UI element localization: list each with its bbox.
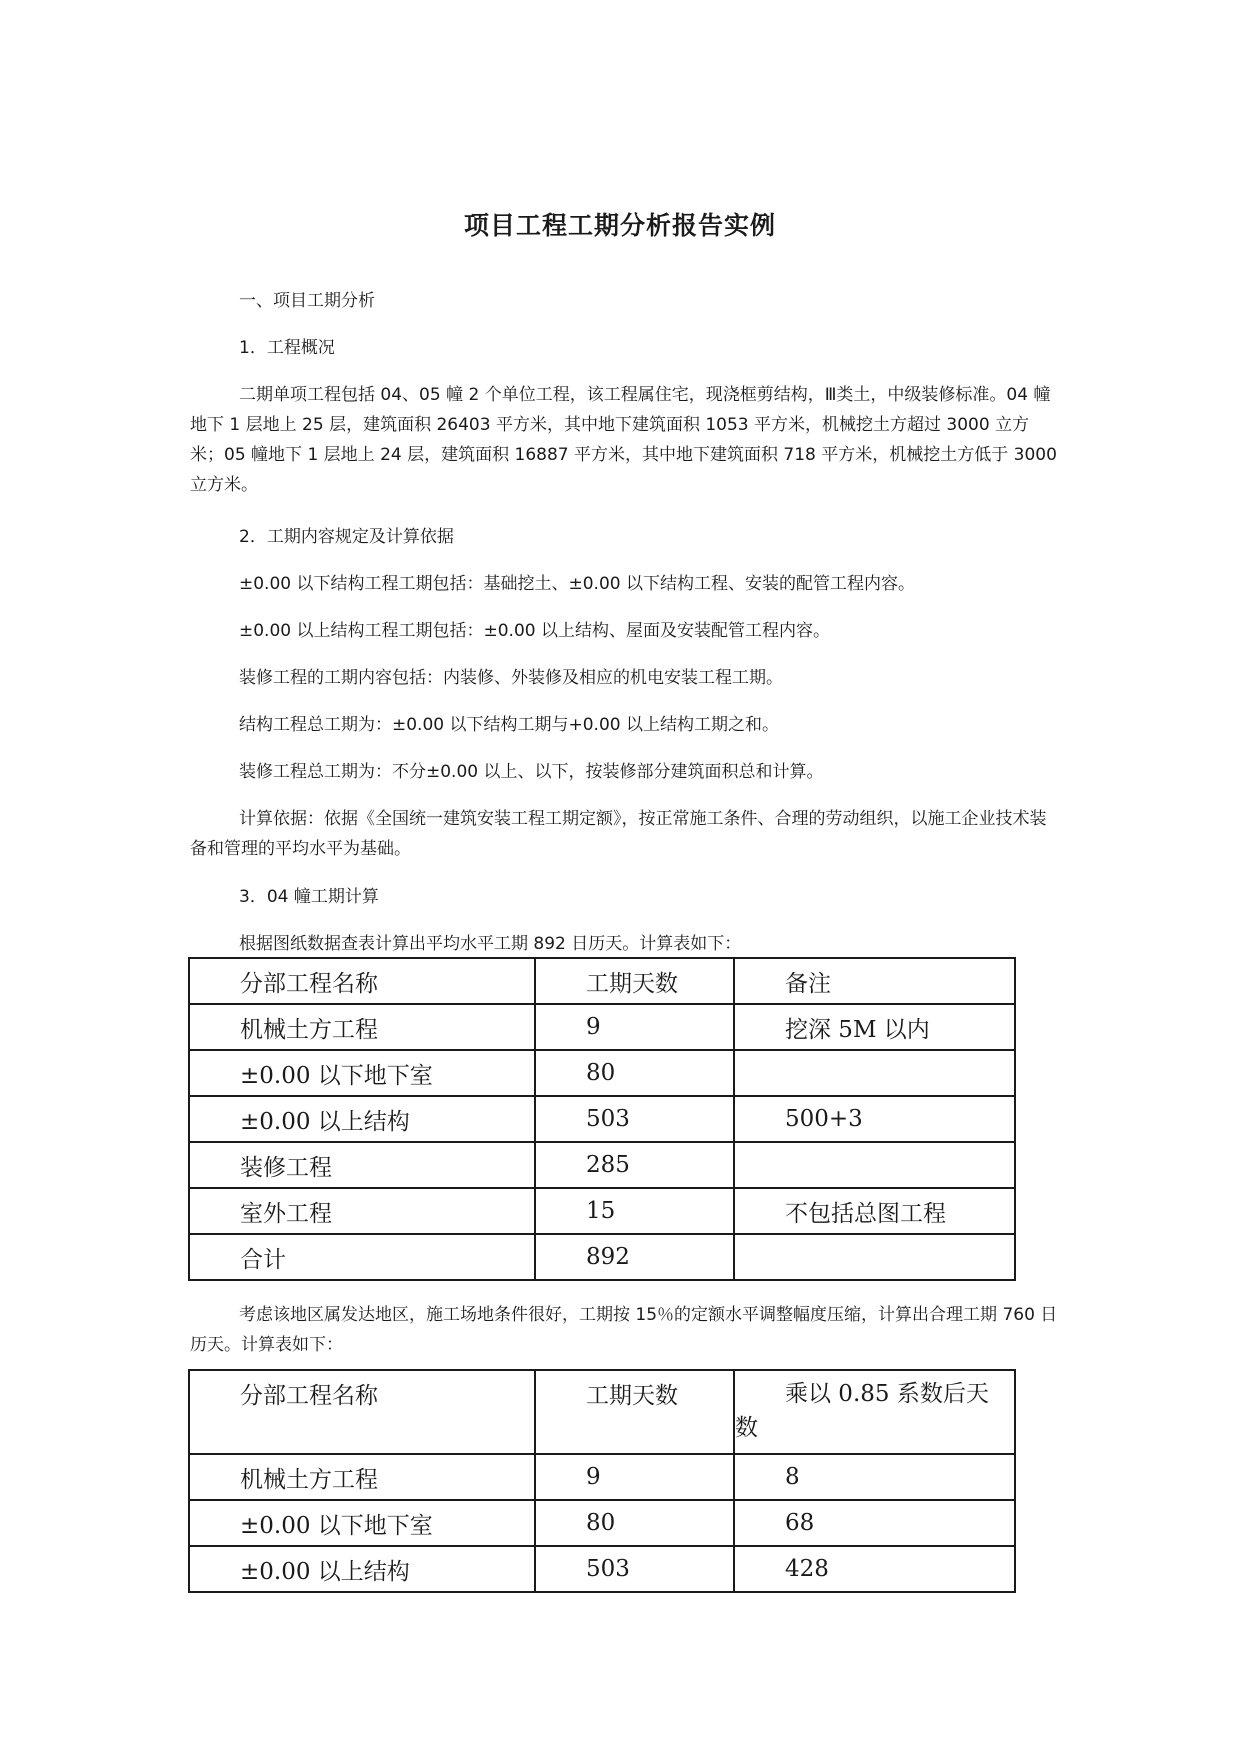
basis-paragraph: 计算依据：依据《全国统一建筑安装工程工期定额》，按正常施工条件、合理的劳动组织，以施工企业技术装备和管理的平均水平为基础。 bbox=[190, 809, 1047, 859]
table-cell: 机械土方工程 bbox=[189, 1004, 535, 1050]
rule-paragraph: 装修工程的工期内容包括：内装修、外装修及相应的机电安装工程工期。 bbox=[239, 668, 783, 688]
table-cell: 机械土方工程 bbox=[189, 1454, 535, 1500]
table-row bbox=[189, 1188, 1015, 1234]
table-row bbox=[189, 1234, 1015, 1280]
table-row bbox=[189, 1050, 1015, 1096]
subsection-heading: 2．工期内容规定及计算依据 bbox=[239, 527, 454, 547]
table-header-row bbox=[189, 958, 1015, 1004]
table2-intro: 考虑该地区属发达地区，施工场地条件很好，工期按 15％的定额水平调整幅度压缩，计算出合理工期 760 日历天。计算表如下： bbox=[190, 1305, 1058, 1355]
rule-paragraph: ±0.00 以下结构工程工期包括：基础挖土、±0.00 以下结构工程、安装的配管工程内容。 bbox=[239, 574, 915, 594]
table-header-cell: 分部工程名称 bbox=[189, 958, 535, 1004]
table-cell: ±0.00 以上结构 bbox=[189, 1096, 535, 1142]
table-cell: 503 bbox=[535, 1096, 734, 1142]
rule-paragraph: ±0.00 以上结构工程工期包括：±0.00 以上结构、屋面及安装配管工程内容。 bbox=[239, 621, 830, 641]
table-cell: 8 bbox=[734, 1454, 1015, 1500]
table-cell: 9 bbox=[535, 1454, 734, 1500]
page-title: 项目工程工期分析报告实例 bbox=[463, 211, 776, 240]
schedule-table-1 bbox=[188, 957, 1016, 1281]
table-cell bbox=[734, 1142, 1015, 1188]
table-row bbox=[189, 1096, 1015, 1142]
table-cell: 503 bbox=[535, 1546, 734, 1592]
rule-paragraph: 结构工程总工期为：±0.00 以下结构工期与+0.00 以上结构工期之和。 bbox=[239, 715, 779, 735]
schedule-table-2 bbox=[188, 1369, 1016, 1593]
table-cell: 不包括总图工程 bbox=[734, 1188, 1015, 1234]
subsection-heading: 3．04 幢工期计算 bbox=[239, 887, 379, 907]
table-header-cell: 工期天数 bbox=[535, 1370, 734, 1454]
table-cell: 500+3 bbox=[734, 1096, 1015, 1142]
table-header-cell: 乘以 0.85 系数后天数 bbox=[734, 1370, 1015, 1454]
table-cell: 15 bbox=[535, 1188, 734, 1234]
table-cell: 9 bbox=[535, 1004, 734, 1050]
table-header-row bbox=[189, 1370, 1015, 1454]
table-cell: 892 bbox=[535, 1234, 734, 1280]
table-cell bbox=[734, 1050, 1015, 1096]
table-row bbox=[189, 1004, 1015, 1050]
table-row bbox=[189, 1500, 1015, 1546]
section-heading: 一、项目工期分析 bbox=[239, 291, 375, 311]
table-cell bbox=[734, 1234, 1015, 1280]
table-cell: ±0.00 以下地下室 bbox=[189, 1500, 535, 1546]
table-cell: 挖深 5M 以内 bbox=[734, 1004, 1015, 1050]
table-row bbox=[189, 1546, 1015, 1592]
table-row bbox=[189, 1454, 1015, 1500]
table-cell: 285 bbox=[535, 1142, 734, 1188]
subsection-heading: 1．工程概况 bbox=[239, 338, 335, 358]
table-header-cell: 分部工程名称 bbox=[189, 1370, 535, 1454]
rule-paragraph: 装修工程总工期为：不分±0.00 以上、以下，按装修部分建筑面积总和计算。 bbox=[239, 762, 824, 782]
overview-paragraph: 二期单项工程包括 04、05 幢 2 个单位工程，该工程属住宅，现浇框剪结构，Ⅲ类土，中级装修标准。04 幢地下 1 层地上 25 层，建筑面积 26403 平方米，其中地下建筑面积 1053 平方米，机械挖土方超过 3000 立方米；05 幢地下 1 层地上 24 层，建筑面积 16887 平方米，其中地下建筑面积 718 平方米，机械挖土方低于 3000 立方米。 bbox=[190, 385, 1057, 495]
table-cell: ±0.00 以下地下室 bbox=[189, 1050, 535, 1096]
table-cell: 合计 bbox=[189, 1234, 535, 1280]
table-cell: 室外工程 bbox=[189, 1188, 535, 1234]
table-cell: 68 bbox=[734, 1500, 1015, 1546]
table1-intro: 根据图纸数据查表计算出平均水平工期 892 日历天。计算表如下： bbox=[239, 934, 742, 954]
table-cell: 80 bbox=[535, 1500, 734, 1546]
table-cell: 装修工程 bbox=[189, 1142, 535, 1188]
table-cell: ±0.00 以上结构 bbox=[189, 1546, 535, 1592]
table-cell: 80 bbox=[535, 1050, 734, 1096]
table-header-cell: 备注 bbox=[734, 958, 1015, 1004]
table-header-cell: 工期天数 bbox=[535, 958, 734, 1004]
table-row bbox=[189, 1142, 1015, 1188]
table-cell: 428 bbox=[734, 1546, 1015, 1592]
